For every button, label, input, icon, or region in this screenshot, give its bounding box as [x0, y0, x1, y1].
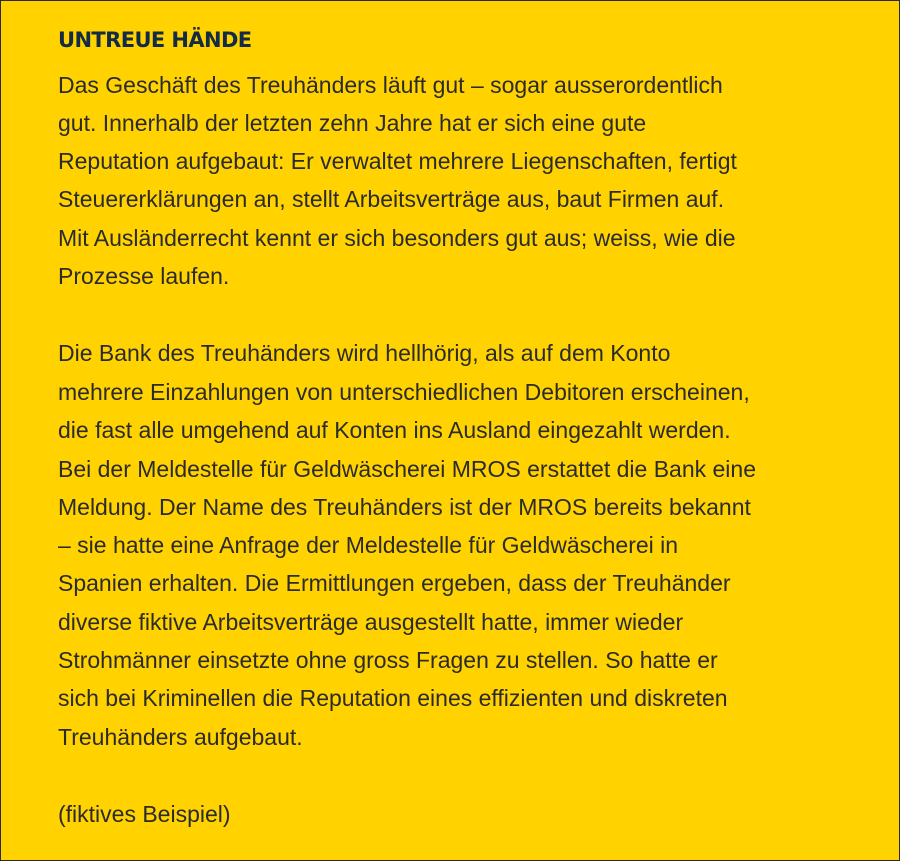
- paragraph-1-line: gut. Innerhalb der letzten zehn Jahre hat er sich eine gute: [58, 110, 647, 136]
- paragraph-1-line: Reputation aufgebaut: Er verwaltet mehrere Liegenschaften, fertigt: [58, 148, 737, 174]
- paragraph-2-line: Die Bank des Treuhänders wird hellhörig, als auf dem Konto: [58, 340, 671, 366]
- paragraph-2-line: die fast alle umgehend auf Konten ins Ausland eingezahlt werden.: [58, 417, 731, 443]
- paragraph-2-line: diverse fiktive Arbeitsverträge ausgestellt hatte, immer wieder: [58, 609, 684, 635]
- paragraph-2-line: Spanien erhalten. Die Ermittlungen ergeben, dass der Treuhänder: [58, 570, 731, 596]
- paragraph-2-line: mehrere Einzahlungen von unterschiedlichen Debitoren erscheinen,: [58, 379, 750, 405]
- paragraph-2-line: – sie hatte eine Anfrage der Meldestelle für Geldwäscherei in: [58, 532, 679, 558]
- paragraph-2-line: Strohmänner einsetzte ohne gross Fragen zu stellen. So hatte er: [58, 647, 718, 673]
- example-note: (fiktives Beispiel): [58, 801, 231, 827]
- paragraph-1-line: Mit Ausländerrecht kennt er sich besonders gut aus; weiss, wie die: [58, 225, 736, 251]
- paragraph-2-line: Bei der Meldestelle für Geldwäscherei MROS erstattet die Bank eine: [58, 456, 756, 482]
- paragraph-1-line: Steuererklärungen an, stellt Arbeitsverträge aus, baut Firmen auf.: [58, 186, 725, 212]
- paragraph-1-line: Das Geschäft des Treuhänders läuft gut – sogar ausserordentlich: [58, 72, 723, 98]
- paragraph-2-line: Meldung. Der Name des Treuhänders ist der MROS bereits bekannt: [58, 494, 751, 520]
- box-title: UNTREUE HÄNDE: [58, 28, 252, 52]
- paragraph-1-line: Prozesse laufen.: [58, 263, 230, 289]
- paragraph-2-line: Treuhänders aufgebaut.: [58, 724, 303, 750]
- paragraph-2-line: sich bei Kriminellen die Reputation eines effizienten und diskreten: [58, 685, 728, 711]
